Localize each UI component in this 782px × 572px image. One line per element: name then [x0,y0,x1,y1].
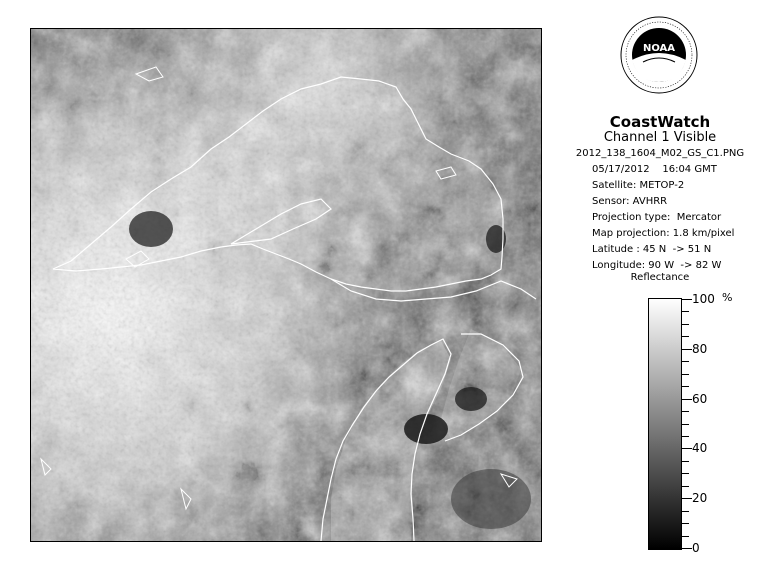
channel-label: Channel 1 Visible [603,130,717,145]
colorbar-tick [682,424,689,425]
noaa-logo [620,16,698,94]
colorbar-tick [682,536,689,537]
longitude-label: Longitude: 90 W -> 82 W [592,260,722,271]
colorbar-tick [682,511,689,512]
satellite-label: Satellite: METOP-2 [592,180,685,191]
colorbar-tick [682,336,689,337]
satellite-map-svg [31,29,542,542]
satellite-image [30,28,542,542]
colorbar-tick [682,311,689,312]
colorbar-tick-label: 0 [692,541,700,555]
colorbar-tick [682,299,692,300]
colorbar-unit: % [722,291,733,304]
dark-patch [129,211,173,247]
colorbar-tick [682,473,689,474]
dark-patch [451,469,531,529]
latitude-label: Latitude : 45 N -> 51 N [592,244,712,255]
colorbar-tick-label: 20 [692,491,708,505]
colorbar-tick [682,386,689,387]
colorbar-tick [682,448,692,449]
colorbar-tick [682,411,689,412]
projection-type-label: Projection type: Mercator [592,212,722,223]
colorbar-tick-label: 40 [692,441,708,455]
colorbar-tick [682,461,689,462]
colorbar-title: Reflectance [630,272,690,283]
map-projection-label: Map projection: 1.8 km/pixel [592,228,735,239]
dark-patch [455,387,487,411]
colorbar-tick [682,374,689,375]
app-title: CoastWatch [609,113,711,131]
image-grain [31,29,542,542]
colorbar-tick [682,324,689,325]
sensor-label: Sensor: AVHRR [592,196,668,207]
colorbar-gradient [648,298,682,550]
filename-label: 2012_138_1604_M02_GS_C1.PNG [575,148,745,159]
colorbar-tick [682,399,692,400]
datetime-label: 05/17/2012 16:04 GMT [592,164,717,175]
colorbar-tick [682,523,689,524]
colorbar-tick-label: 100 [692,292,715,306]
colorbar-tick [682,548,692,549]
colorbar-tick [682,349,692,350]
colorbar-tick [682,361,689,362]
colorbar-tick [682,436,689,437]
colorbar-tick-label: 80 [692,342,708,356]
colorbar-tick-label: 60 [692,392,708,406]
colorbar-tick [682,486,689,487]
logo-text: NOAA [642,43,676,54]
colorbar-tick [682,498,692,499]
